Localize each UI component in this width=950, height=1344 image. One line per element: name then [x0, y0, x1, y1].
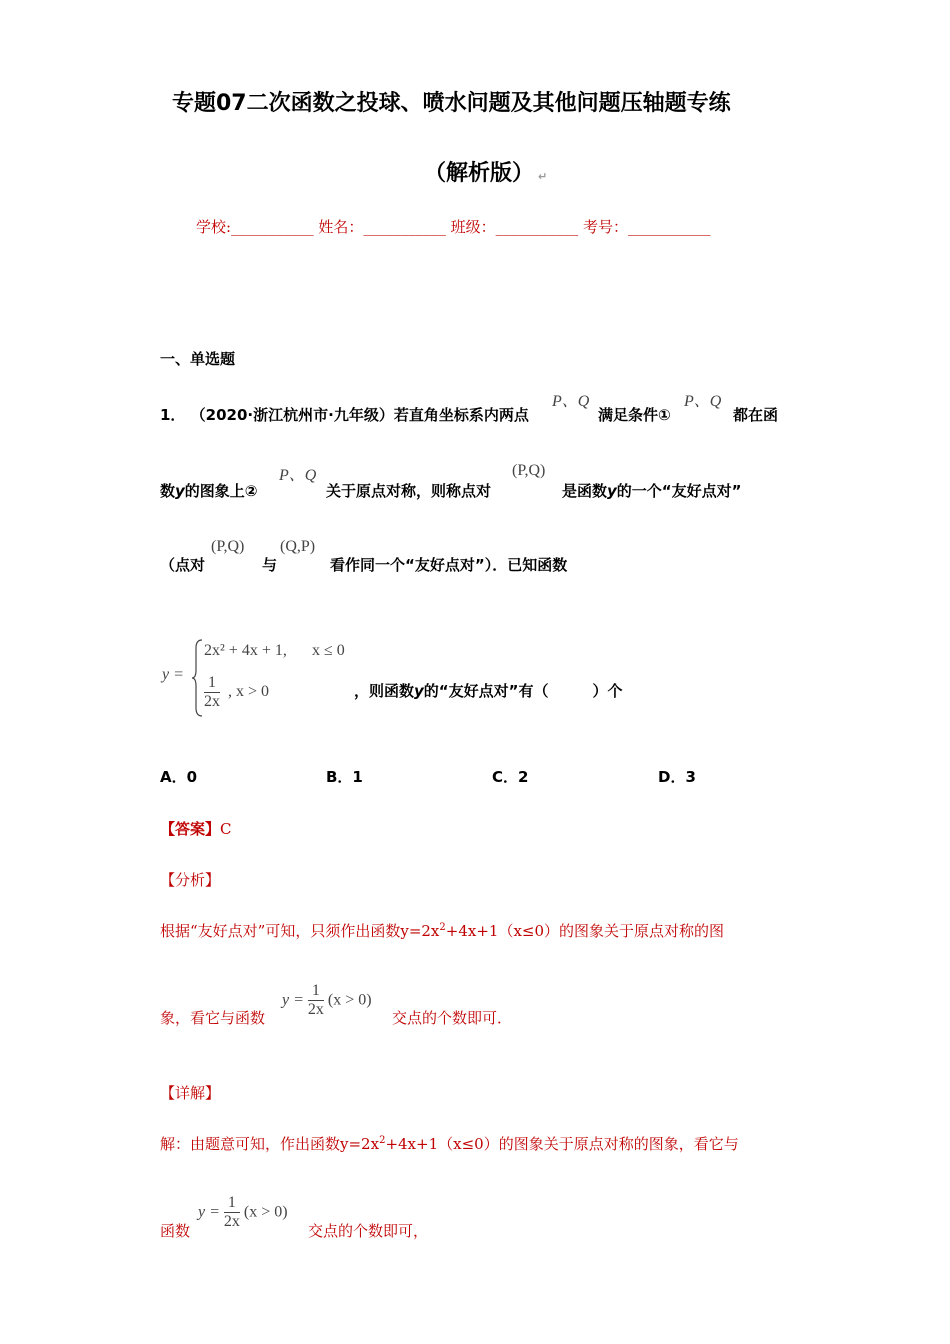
question-line-5: ，则函数y的“友好点对”有（ ）个	[354, 682, 623, 700]
question-line-2: 数y的图象上②	[160, 482, 258, 500]
math-pair-pq: (P,Q)	[512, 462, 546, 479]
question-line-2-c: 关于原点对称，则称点对	[326, 482, 492, 500]
answer-label: 【答案】	[160, 820, 221, 838]
exam-no-label: 考号：	[582, 218, 628, 236]
exam-no-blank[interactable]: ___________	[627, 218, 711, 236]
question-line-3-a: （点对	[160, 556, 206, 574]
question-cond1: 满足条件①	[598, 406, 671, 424]
analysis-label: 【分析】	[160, 871, 221, 889]
math-pq-2: P、Q	[684, 393, 722, 410]
analysis-text-2a: 象，看它与函数	[160, 1009, 266, 1027]
piece-1: 2x² + 4x + 1,	[204, 642, 287, 659]
class-blank[interactable]: ___________	[495, 218, 579, 236]
question-number: 1．	[160, 406, 186, 424]
piecewise-function	[162, 636, 362, 722]
piece-2-cond: , x > 0	[228, 683, 270, 700]
detail-text-2b: 交点的个数即可，	[308, 1222, 429, 1240]
answer-line	[160, 818, 232, 839]
detail-fraction: y = $\frac{1}{2x}$ (x > 0)	[198, 1194, 288, 1230]
option-d[interactable]: D．3	[658, 768, 696, 786]
answer-value: C	[220, 820, 232, 838]
analysis-text-1: 根据“友好点对”可知，只须作出函数$y=2x^2+4x+1(x\le 0)$的图象关于原点对称的图	[160, 922, 725, 940]
math-pq-3: P、Q	[279, 467, 317, 484]
school-blank[interactable]: ___________	[231, 218, 314, 236]
return-mark-icon: ↵	[538, 170, 548, 183]
school-label: 学校:	[196, 218, 232, 236]
piece-2-fraction: $\frac{1}{2x}$	[204, 674, 220, 710]
question-source: （2020·浙江杭州市·九年级）若直角坐标系内两点	[190, 406, 529, 424]
page-title: 专题07二次函数之投球、喷水问题及其他问题压轴题专练	[172, 91, 731, 116]
piece-1-cond: x ≤ 0	[312, 642, 345, 659]
class-label: 班级：	[450, 218, 496, 236]
question-cond1-tail: 都在函	[733, 406, 779, 424]
detail-text-1: 解：由题意可知，作出函数$y=2x^2+4x+1(x\le 0)$的图象关于原点对称的图象，看它与	[160, 1135, 739, 1153]
question-line-3-c: 看作同一个“友好点对”）．已知函数	[330, 556, 568, 574]
math-pq-1: P、Q	[552, 393, 590, 410]
detail-text-2a: 函数	[160, 1222, 191, 1240]
section-heading: 一、单选题	[160, 350, 236, 368]
analysis-text-2b: 交点的个数即可．	[392, 1009, 513, 1027]
option-b[interactable]: B．1	[326, 768, 363, 786]
analysis-fraction: y = $\frac{1}{2x}$ (x > 0)	[282, 982, 372, 1018]
question-line-1	[160, 404, 529, 425]
name-blank[interactable]: ___________	[363, 218, 446, 236]
math-pair-pq-2: (P,Q)	[211, 538, 245, 555]
question-line-3-b: 与	[262, 556, 278, 574]
math-pair-qp: (Q,P)	[280, 538, 316, 555]
name-label: 姓名：	[318, 218, 364, 236]
info-line	[196, 216, 710, 237]
page-subtitle: （解析版） ↵	[424, 161, 548, 186]
brace-icon	[192, 638, 204, 718]
question-line-2-d: 是函数y的一个“友好点对”	[562, 482, 742, 500]
option-c[interactable]: C．2	[492, 768, 529, 786]
option-a[interactable]: A．0	[160, 768, 198, 786]
detail-label: 【详解】	[160, 1084, 221, 1102]
piecewise-y: y =	[162, 666, 184, 683]
var-y: y	[175, 482, 185, 500]
